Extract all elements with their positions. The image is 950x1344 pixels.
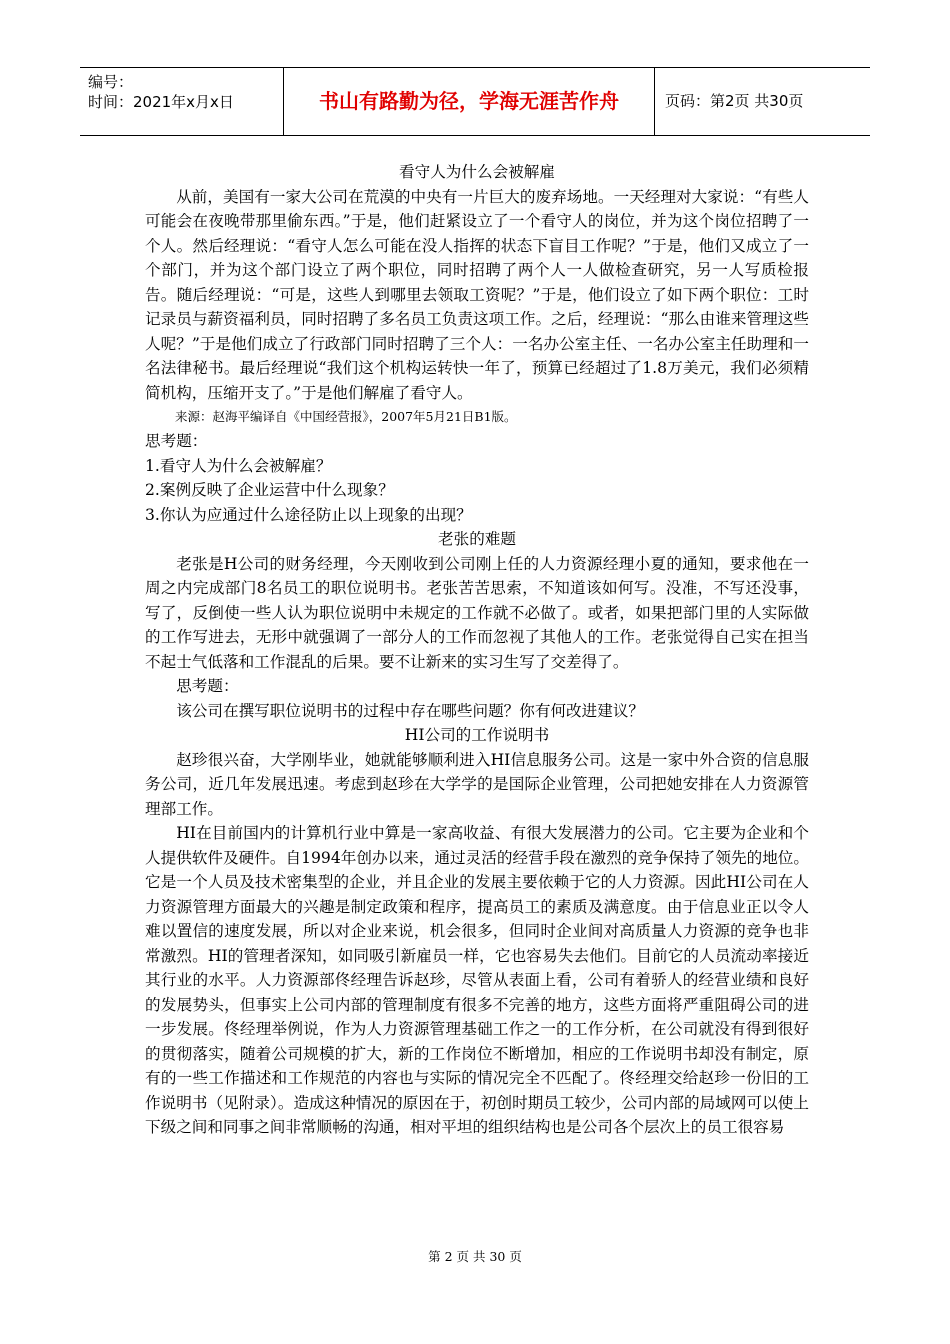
zhang-questions-label: 思考题： bbox=[176, 677, 239, 695]
section-title-zhang: 老张的难题 bbox=[438, 530, 516, 548]
guard-question-1: 1.看守人为什么会被解雇？ bbox=[145, 456, 332, 475]
header-meta bbox=[80, 68, 284, 135]
guard-story-paragraph: 从前，美国有一家大公司在荒漠的中央有一片巨大的废弃场地。一天经理对大家说：“有些人可能会在夜晚带那里偷东西。”于是，他们赶紧设立了一个看守人的岗位，并为这个岗位招聘了一个人。然后经理说：“看守人怎么可能在没人指挥的状态下盲目工作呢？”于是，他们又成立了一个部门，并为这个部门设立了两个职位，同时招聘了两个人一人做检查研究，另一人写质检报告。随后经理说：“可是，这些人到哪里去领取工资呢？”于是，他们设立了如下两个职位：工时记录员与薪资福利员，同时招聘了多名员工负责这项工作。之后，经理说：“那么由谁来管理这些人呢？”于是他们成立了行政部门同时招聘了三个人：一名办公室主任、一名办公室主任助理和一名法律秘书。最后经理说“我们这个机构运转快一年了，预算已经超过了1.8万美元，我们必须精简机构，压缩开支了。”于是他们解雇了看守人。 bbox=[145, 187, 809, 402]
document-body bbox=[145, 160, 809, 1140]
guard-question-3: 3.你认为应通过什么途径防止以上现象的出现？ bbox=[145, 505, 472, 524]
guard-story-source: 来源：赵海平编译自《中国经营报》，2007年5月21日B1版。 bbox=[175, 409, 517, 424]
code-label: 编号： bbox=[88, 73, 134, 91]
zhang-question-1: 该公司在撰写职位说明书的过程中存在哪些问题？你有何改进建议？ bbox=[176, 701, 645, 720]
time-label: 时间：2021年x月x日 bbox=[88, 93, 234, 111]
hi-paragraph-2: HI在目前国内的计算机行业中算是一家高收益、有很大发展潜力的公司。它主要为企业和个人提供软件及硬件。自1994年创办以来，通过灵活的经营手段在激烈的竞争保持了领先的地位。它是一个人员及技术密集型的企业，并且企业的发展主要依赖于它的人力资源。因此HI公司在人力资源管理方面最大的兴趣是制定政策和程序，提高员工的素质及满意度。由于信息业正以令人难以置信的速度发展，所以对企业来说，机会很多，但同时企业间对高质量人力资源的竞争也非常激烈。HI的管理者深知，如同吸引新雇员一样，它也容易失去他们。目前它的人员流动率接近其行业的水平。人力资源部佟经理告诉赵珍，尽管从表面上看，公司有着骄人的经营业绩和良好的发展势头，但事实上公司内部的管理制度有很多不完善的地方，这些方面将严重阻碍公司的进一步发展。佟经理举例说，作为人力资源管理基础工作之一的工作分析，在公司就没有得到很好的贯彻落实，随着公司规模的扩大，新的工作岗位不断增加，相应的工作说明书却没有制定，原有的一些工作描述和工作规范的内容也与实际的情况完全不匹配了。佟经理交给赵珍一份旧的工作说明书（见附录）。造成这种情况的原因在于，初创时期员工较少，公司内部的局域网可以使上下级之间和同事之间非常顺畅的沟通，相对平坦的组织结构也是公司各个层次上的员工很容易 bbox=[145, 824, 809, 1136]
page-footer: 第 2 页 共 30 页 bbox=[428, 1249, 522, 1264]
section-title-guard: 看守人为什么会被解雇 bbox=[399, 163, 555, 181]
header-page-label: 页码：第2页 共30页 bbox=[665, 92, 804, 110]
guard-question-2: 2.案例反映了企业运营中什么现象？ bbox=[145, 481, 394, 499]
section-title-hi: HI公司的工作说明书 bbox=[404, 726, 550, 744]
guard-questions-label: 思考题： bbox=[145, 432, 208, 450]
zhang-story-paragraph: 老张是H公司的财务经理，今天刚收到公司刚上任的人力资源经理小夏的通知，要求他在一周之内完成部门8名员工的职位说明书。老张苦苦思索，不知道该如何写。没准，不写还没事，写了，反倒使一些人认为职位说明中未规定的工作就不必做了。或者，如果把部门里的人实际做的工作写进去，无形中就强调了一部分人的工作而忽视了其他人的工作。老张觉得自己实在担当不起士气低落和工作混乱的后果。要不让新来的实习生写了交差得了。 bbox=[145, 554, 809, 671]
hi-paragraph-1: 赵珍很兴奋，大学刚毕业，她就能够顺利进入HI信息服务公司。这是一家中外合资的信息服务公司，近几年发展迅速。考虑到赵珍在大学学的是国际企业管理，公司把她安排在人力资源管理部工作。 bbox=[145, 750, 809, 818]
page-header bbox=[80, 67, 870, 136]
header-motto: 书山有路勤为径，学海无涯苦作舟 bbox=[284, 68, 655, 135]
